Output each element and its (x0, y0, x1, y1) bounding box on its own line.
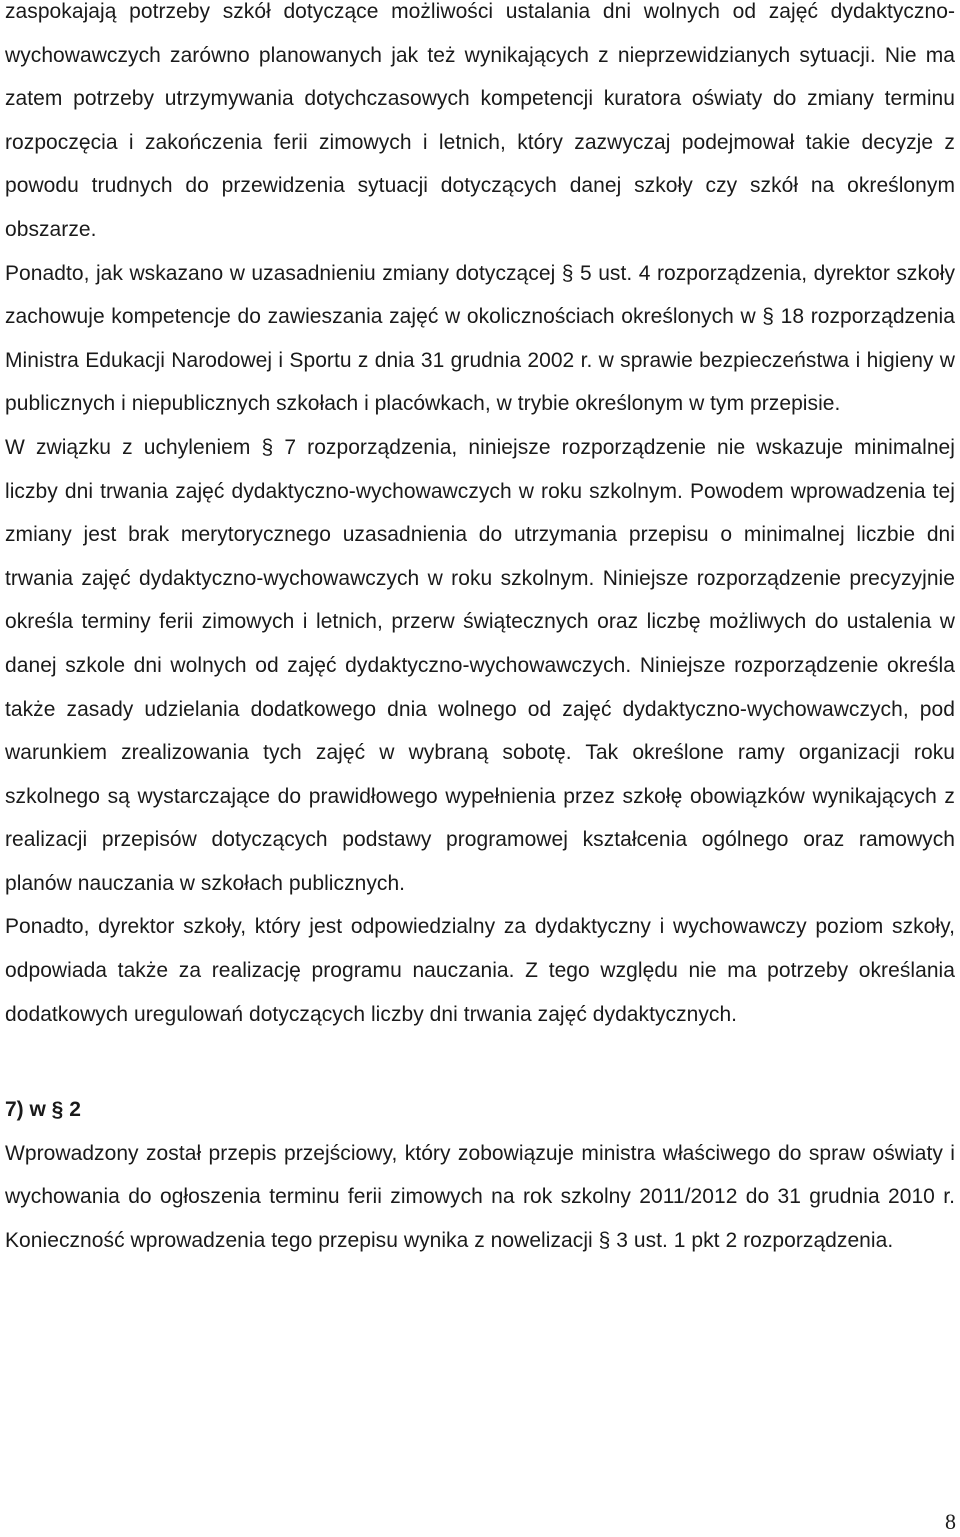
paragraph-repeal-section-7: W związku z uchyleniem § 7 rozporządzenia, niniejsze rozporządzenie nie wskazuje minimalnej liczby dni trwania zajęć dydaktyczno-wychowawczych w roku szkolnym. Powodem wprowadzenia tej zmiany jest brak merytorycznego uzasadnienia do utrzymania przepisu o minimalnej liczbie dni trwania zajęć dydaktyczno-wychowawczych w roku szkolnym. Niniejsze rozporządzenie precyzyjnie określa terminy ferii zimowych i letnich, przerw świątecznych oraz liczbę możliwych do ustalenia w danej szkole dni wolnych od zajęć dydaktyczno-wychowawczych. Niniejsze rozporządzenie określa także zasady udzielania dodatkowego dnia wolnego od zajęć dydaktyczno-wychowawczych, pod warunkiem zrealizowania tych zajęć w wybraną sobotę. Tak określone ramy organizacji roku szkolnego są wystarczające do prawidłowego wypełnienia przez szkołę obowiązków wynikających z realizacji przepisów dotyczących podstawy programowej kształcenia ogólnego oraz ramowych planów nauczania w szkołach publicznych. (5, 435, 955, 895)
paragraph-transitional-provision: Wprowadzony został przepis przejściowy, który zobowiązuje ministra właściwego do spraw oświaty i wychowania do ogłoszenia terminu ferii zimowych na rok szkolny 2011/2012 do 31 grudnia 2010 r. Konieczność wprowadzenia tego przepisu wynika z nowelizacji § 3 ust. 1 pkt 2 rozporządzenia. (5, 1141, 955, 1253)
paragraph-director-responsibility: Ponadto, dyrektor szkoły, który jest odpowiedzialny za dydaktyczny i wychowawczy poziom szkoły, odpowiada także za realizację programu nauczania. Z tego względu nie ma potrzeby określania dodatkowych uregulowań dotyczących liczby dni trwania zajęć dydaktycznych. (5, 915, 955, 1026)
document-page (5, 0, 955, 1263)
paragraph-director-competence: Ponadto, jak wskazano w uzasadnieniu zmiany dotyczącej § 5 ust. 4 rozporządzenia, dyrektor szkoły zachowuje kompetencje do zawieszania zajęć w okolicznościach określonych w § 18 rozporządzenia Ministra Edukacji Narodowej i Sportu z dnia 31 grudnia 2002 r. w sprawie bezpieczeństwa i higieny w publicznych i niepublicznych szkołach i placówkach, w trybie określonym w tym przepisie. (5, 261, 955, 416)
page-number: 8 (945, 1509, 956, 1534)
section-heading: 7) w § 2 (5, 1098, 81, 1122)
paragraph-school-needs: zaspokajają potrzeby szkół dotyczące możliwości ustalania dni wolnych od zajęć dydaktyczno-wychowawczych zarówno planowanych jak też wynikających z nieprzewidzianych sytuacji. Nie ma zatem potrzeby utrzymywania dotychczasowych kompetencji kuratora oświaty do zmiany terminu rozpoczęcia i zakończenia ferii zimowych i letnich, który zazwyczaj podejmował takie decyzje z powodu trudnych do przewidzenia sytuacji dotyczących danej szkoły czy szkół na określonym obszarze. (5, 0, 955, 241)
